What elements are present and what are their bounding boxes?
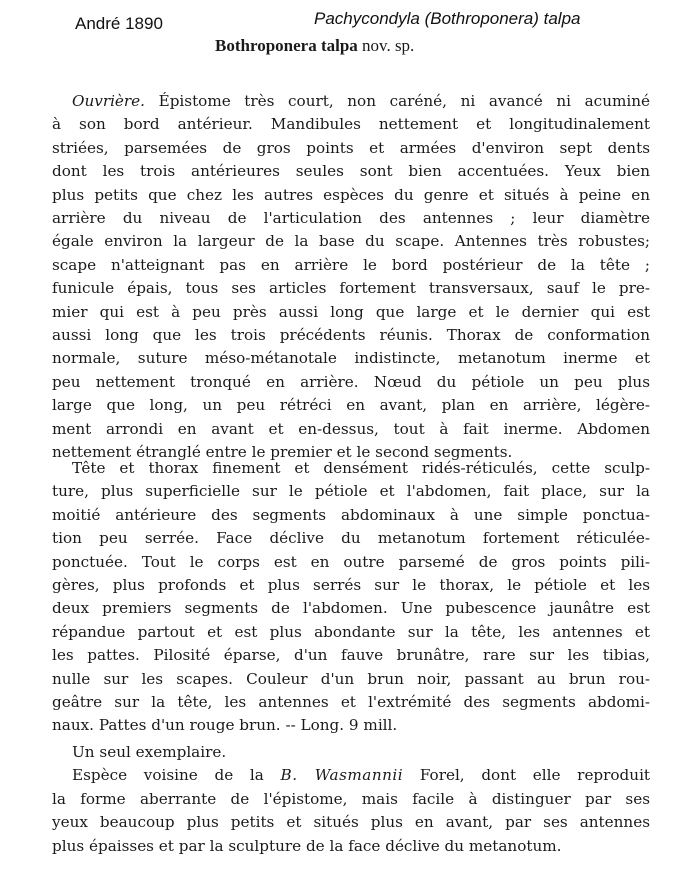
text-line: répandue partout et est plus abondante sur la tête, les antennes et <box>52 622 650 641</box>
text-line: striées, parsemées de gros points et armées d'environ sept dents <box>52 138 650 157</box>
text-line: scape n'atteignant pas en arrière le bord postérieur de la tête ; <box>52 255 650 274</box>
text-line: dont les trois antérieures seules sont bien accentuées. Yeux bien <box>52 162 650 181</box>
text-line: égale environ la largeur de la base du scape. Antennes très robustes; <box>52 232 650 251</box>
text-line: plus petits que chez les autres espèces du genre et situés à peine en <box>52 185 650 204</box>
text-line: yeux beaucoup plus petits et situés plus en avant, par ses antennes <box>52 813 650 832</box>
text-line: les pattes. Pilosité éparse, d'un fauve brunâtre, rare sur les tibias, <box>52 646 650 665</box>
description-paragraph-2 <box>52 457 650 738</box>
description-paragraph-3 <box>52 741 650 858</box>
text-line: ponctuée. Tout le corps est en outre parsemé de gros points pili- <box>52 552 650 571</box>
title-suffix: nov. sp. <box>362 36 415 55</box>
text-line: moitié antérieure des segments abdominaux à une simple ponctua- <box>52 505 650 524</box>
text-line: geâtre sur la tête, les antennes et l'extrémité des segments abdomi- <box>52 693 650 712</box>
text-line: naux. Pattes d'un rouge brun. -- Long. 9 mill. <box>52 716 398 735</box>
text-line <box>52 764 650 787</box>
text-line: arrière du niveau de l'articulation des antennes ; leur diamètre <box>52 209 650 228</box>
title-genus: Bothroponera talpa <box>215 36 358 55</box>
species-name: Pachycondyla (Bothroponera) talpa <box>314 9 581 28</box>
text-line: à son bord antérieur. Mandibules nettement et longitudinalement <box>52 115 650 134</box>
text-line: nulle sur les scapes. Couleur d'un brun noir, passant au brun rou- <box>52 669 650 688</box>
text-line: nettement étranglé entre le premier et le second segments. <box>52 443 513 462</box>
species-reference: B. Wasmannii <box>280 766 404 785</box>
text-line-content: Forel, dont elle reproduit <box>419 766 651 785</box>
text-line: ment arrondi en avant et en-dessus, tout à fait inerme. Abdomen <box>52 419 650 438</box>
text-line: peu nettement tronqué en arrière. Nœud du pétiole un peu plus <box>52 372 650 391</box>
text-line: la forme aberrante de l'épistome, mais facile à distinguer par ses <box>52 789 650 808</box>
caste-label: Ouvrière. <box>72 92 145 110</box>
text-line-content: Espèce voisine de la <box>72 766 264 785</box>
author-year: André 1890 <box>75 14 163 33</box>
text-line: large que long, un peu rétréci en avant, plan en arrière, légère- <box>52 396 650 415</box>
text-line: gères, plus profonds et plus serrés sur le thorax, le pétiole et les <box>52 576 650 595</box>
text-line: tion peu serrée. Face déclive du metanotum fortement réticulée- <box>52 529 650 548</box>
text-line <box>52 90 650 113</box>
text-line: Tête et thorax finement et densément ridés-réticulés, cette sculp- <box>72 459 650 477</box>
text-line: aussi long que les trois précédents réunis. Thorax de conformation <box>52 326 650 345</box>
description-paragraph-1 <box>52 90 650 465</box>
text-line-content: Épistome très court, non caréné, ni avancé ni acuminé <box>158 92 650 110</box>
text-line: plus épaisses et par la sculpture de la face déclive du metanotum. <box>52 836 562 855</box>
text-line: normale, suture méso-métanotale indistincte, metanotum inerme et <box>52 349 650 368</box>
text-line: mier qui est à peu près aussi long que large et le dernier qui est <box>52 302 650 321</box>
page-title <box>215 36 414 56</box>
text-line: funicule épais, tous ses articles fortement transversaux, sauf le pre- <box>52 279 650 298</box>
text-line: Un seul exemplaire. <box>72 743 227 761</box>
text-line: deux premiers segments de l'abdomen. Une pubescence jaunâtre est <box>52 599 650 618</box>
text-line: ture, plus superficielle sur le pétiole et l'abdomen, fait place, sur la <box>52 482 650 501</box>
